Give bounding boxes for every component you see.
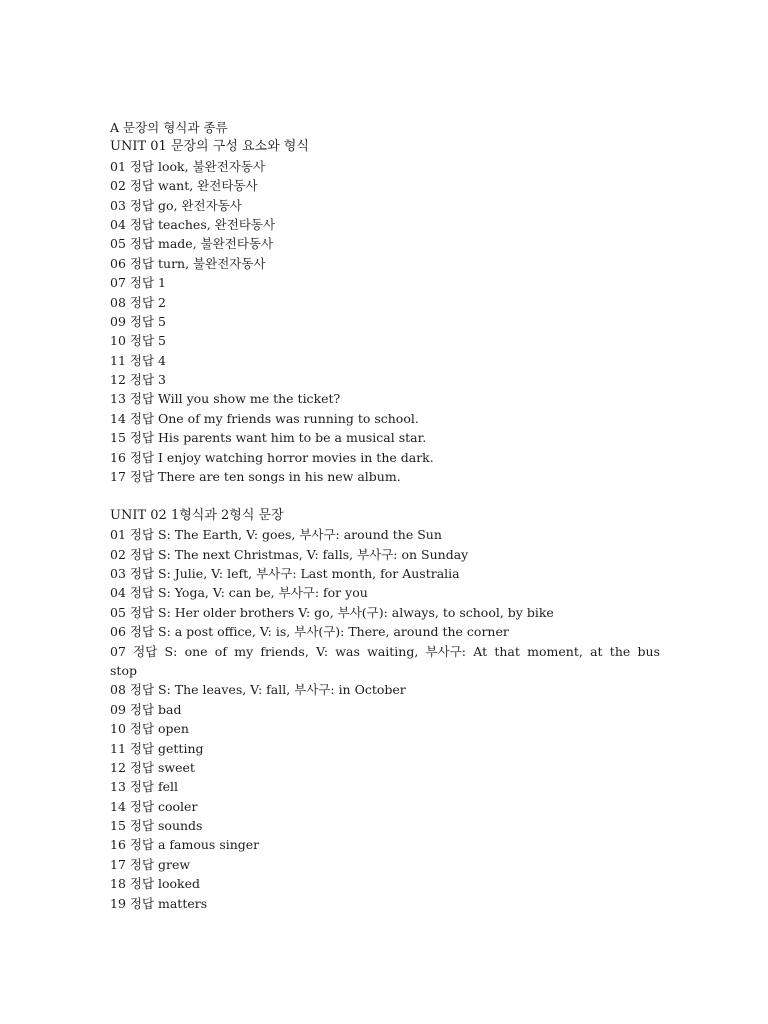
- unit-01-answer: 02 정답 want, 완전타동사: [110, 178, 258, 194]
- unit-01-answer: 04 정답 teaches, 완전타동사: [110, 216, 276, 232]
- unit-01-answer: 03 정답 go, 완전자동사: [110, 197, 242, 213]
- unit-02-answer: 04 정답 S: Yoga, V: can be, 부사구: for you: [110, 585, 368, 601]
- unit-01-answer: 16 정답 I enjoy watching horror movies in the dark.: [110, 449, 434, 465]
- unit-01-answer: 01 정답 look, 불완전자동사: [110, 158, 266, 174]
- unit-02-answer: 16 정답 a famous singer: [110, 837, 260, 853]
- unit-02-answer: 15 정답 sounds: [110, 818, 203, 834]
- unit-02-answer: 13 정답 fell: [110, 779, 179, 795]
- unit-02-answer: 02 정답 S: The next Christmas, V: falls, 부사구: on Sunday: [110, 546, 469, 562]
- unit-01-title: UNIT 01 문장의 구성 요소와 형식: [110, 139, 309, 155]
- unit-02-answer: 11 정답 getting: [110, 740, 204, 756]
- unit-02-answer: 10 정답 open: [110, 721, 189, 737]
- unit-01-answer: 17 정답 There are ten songs in his new album.: [110, 469, 401, 485]
- unit-02-answer: 06 정답 S: a post office, V: is, 부사(구): There, around the corner: [110, 624, 509, 640]
- unit-02-answer: 18 정답 looked: [110, 876, 201, 892]
- unit-01-answer: 05 정답 made, 불완전타동사: [110, 236, 274, 252]
- unit-01-answer: 09 정답 5: [110, 313, 166, 329]
- unit-01-answer: 15 정답 His parents want him to be a musical star.: [110, 430, 427, 446]
- unit-01-answer: 08 정답 2: [110, 294, 166, 310]
- unit-01-answer: 07 정답 1: [110, 275, 166, 291]
- unit-02-answer: 17 정답 grew: [110, 856, 191, 872]
- unit-02-answer: 12 정답 sweet: [110, 759, 195, 775]
- unit-01-answer: 10 정답 5: [110, 333, 166, 349]
- section-title: A 문장의 형식과 종류: [110, 120, 228, 135]
- unit-02-answer: 03 정답 S: Julie, V: left, 부사구: Last month, for Australia: [110, 565, 460, 581]
- answer-key-content: [110, 118, 660, 913]
- unit-02-answer: 08 정답 S: The leaves, V: fall, 부사구: in October: [110, 682, 406, 698]
- unit-02-answer: 01 정답 S: The Earth, V: goes, 부사구: around the Sun: [110, 527, 442, 543]
- unit-02-answer: 07 정답 S: one of my friends, V: was waiting, 부사구: At that moment, at the bus stop: [110, 643, 660, 678]
- unit-01-answer: 13 정답 Will you show me the ticket?: [110, 391, 341, 407]
- section-spacer: [110, 486, 660, 505]
- unit-02-answer: 09 정답 bad: [110, 701, 182, 717]
- unit-01-answer: 12 정답 3: [110, 372, 166, 388]
- unit-01-answer: 06 정답 turn, 불완전자동사: [110, 255, 266, 271]
- unit-02-answer: 19 정답 matters: [110, 895, 208, 911]
- unit-02-title: UNIT 02 1형식과 2형식 문장: [110, 507, 284, 523]
- unit-02-answer: 05 정답 S: Her older brothers V: go, 부사(구): always, to school, by bike: [110, 604, 554, 620]
- unit-01-answer: 11 정답 4: [110, 352, 166, 368]
- unit-01-answer: 14 정답 One of my friends was running to school.: [110, 410, 419, 426]
- unit-02-answer: 14 정답 cooler: [110, 798, 198, 814]
